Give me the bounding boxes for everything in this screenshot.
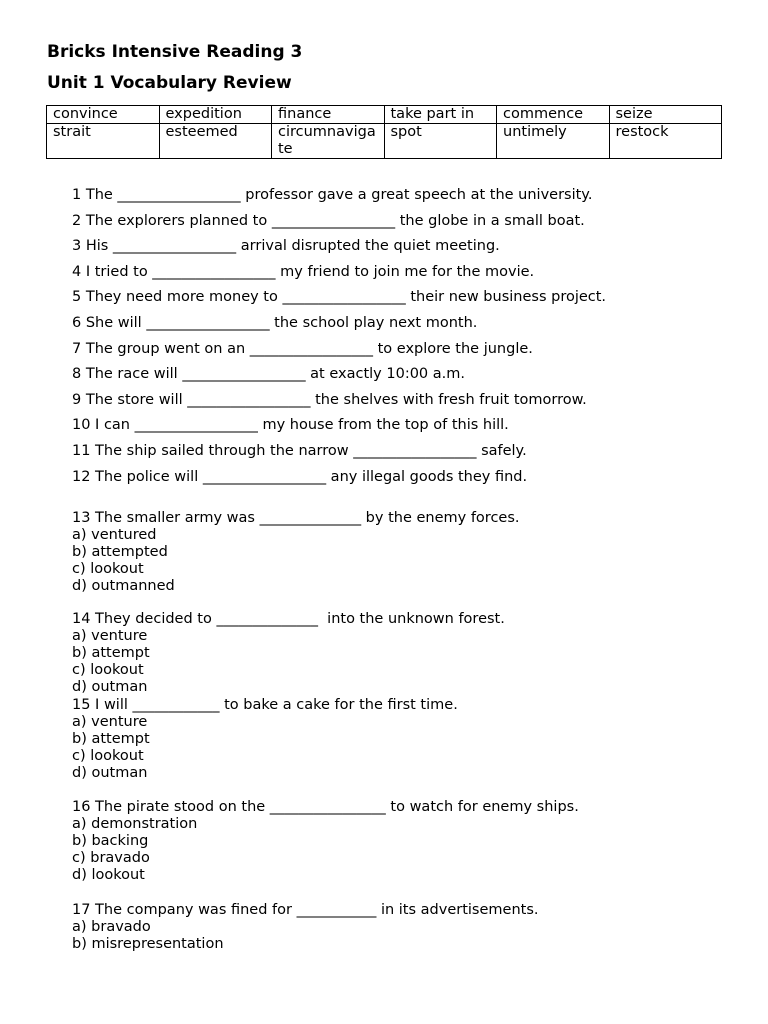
fill-in-question-3: 3 His _________________ arrival disrupted the quiet meeting. [72, 238, 500, 255]
multiple-choice-question-15 [72, 697, 458, 782]
question-stem: 15 I will ____________ to bake a cake for the first time. [72, 697, 458, 713]
word-bank-cell: untimely [497, 124, 610, 159]
answer-option: a) venture [72, 628, 148, 644]
answer-option: b) attempt [72, 645, 150, 661]
word-bank-cell: strait [47, 124, 160, 159]
answer-option: a) bravado [72, 919, 151, 935]
fill-in-question-6: 6 She will _________________ the school play next month. [72, 314, 478, 331]
fill-in-question-12: 12 The police will _________________ any illegal goods they find. [72, 468, 528, 485]
answer-option: c) bravado [72, 850, 150, 866]
answer-option: a) demonstration [72, 816, 198, 832]
word-bank-cell: spot [384, 124, 497, 159]
answer-option: d) lookout [72, 867, 145, 883]
word-bank-cell: expedition [159, 106, 272, 124]
word-bank-cell: take part in [384, 106, 497, 124]
word-bank-cell: circumnavigate [272, 124, 385, 159]
fill-in-question-8: 8 The race will _________________ at exactly 10:00 a.m. [72, 366, 465, 383]
fill-in-question-11: 11 The ship sailed through the narrow _________________ safely. [72, 442, 527, 459]
fill-in-section [72, 186, 606, 493]
worksheet-title: Bricks Intensive Reading 3 [47, 42, 303, 62]
fill-in-question-10: 10 I can _________________ my house from the top of this hill. [72, 417, 509, 434]
fill-in-question-1: 1 The _________________ professor gave a great speech at the university. [72, 187, 593, 203]
answer-option: b) misrepresentation [72, 936, 224, 952]
answer-option: b) attempt [72, 731, 150, 747]
answer-option: d) outman [72, 765, 148, 781]
answer-option: d) outman [72, 679, 148, 695]
fill-in-question-7: 7 The group went on an _________________ to explore the jungle. [72, 340, 533, 357]
answer-option: c) lookout [72, 561, 144, 577]
fill-in-question-2: 2 The explorers planned to _________________ the globe in a small boat. [72, 212, 585, 229]
answer-option: b) backing [72, 833, 149, 849]
word-bank-cell: restock [609, 124, 722, 159]
word-bank-cell: finance [272, 106, 385, 124]
question-stem: 14 They decided to ______________ into the unknown forest. [72, 611, 505, 627]
fill-in-question-5: 5 They need more money to _________________ their new business project. [72, 289, 607, 306]
fill-in-question-9: 9 The store will _________________ the shelves with fresh fruit tomorrow. [72, 391, 587, 408]
question-stem: 17 The company was fined for ___________ in its advertisements. [72, 902, 539, 918]
multiple-choice-question-14 [72, 611, 505, 696]
multiple-choice-question-17 [72, 902, 538, 953]
word-bank-row [47, 106, 722, 124]
question-stem: 16 The pirate stood on the ________________ to watch for enemy ships. [72, 799, 579, 815]
multiple-choice-question-16 [72, 799, 579, 884]
answer-option: a) ventured [72, 527, 157, 543]
word-bank-cell: convince [47, 106, 160, 124]
answer-option: a) venture [72, 714, 148, 730]
answer-option: b) attempted [72, 544, 168, 560]
multiple-choice-question-13 [72, 510, 520, 595]
word-bank-cell: esteemed [159, 124, 272, 159]
fill-in-question-4: 4 I tried to _________________ my friend to join me for the movie. [72, 263, 535, 280]
word-bank-cell: commence [497, 106, 610, 124]
question-stem: 13 The smaller army was ______________ by the enemy forces. [72, 510, 520, 526]
word-bank-row [47, 124, 722, 159]
answer-option: d) outmanned [72, 578, 175, 594]
answer-option: c) lookout [72, 748, 144, 764]
word-bank-table [46, 105, 722, 159]
answer-option: c) lookout [72, 662, 144, 678]
word-bank-cell: seize [609, 106, 722, 124]
worksheet-subtitle: Unit 1 Vocabulary Review [47, 73, 292, 93]
